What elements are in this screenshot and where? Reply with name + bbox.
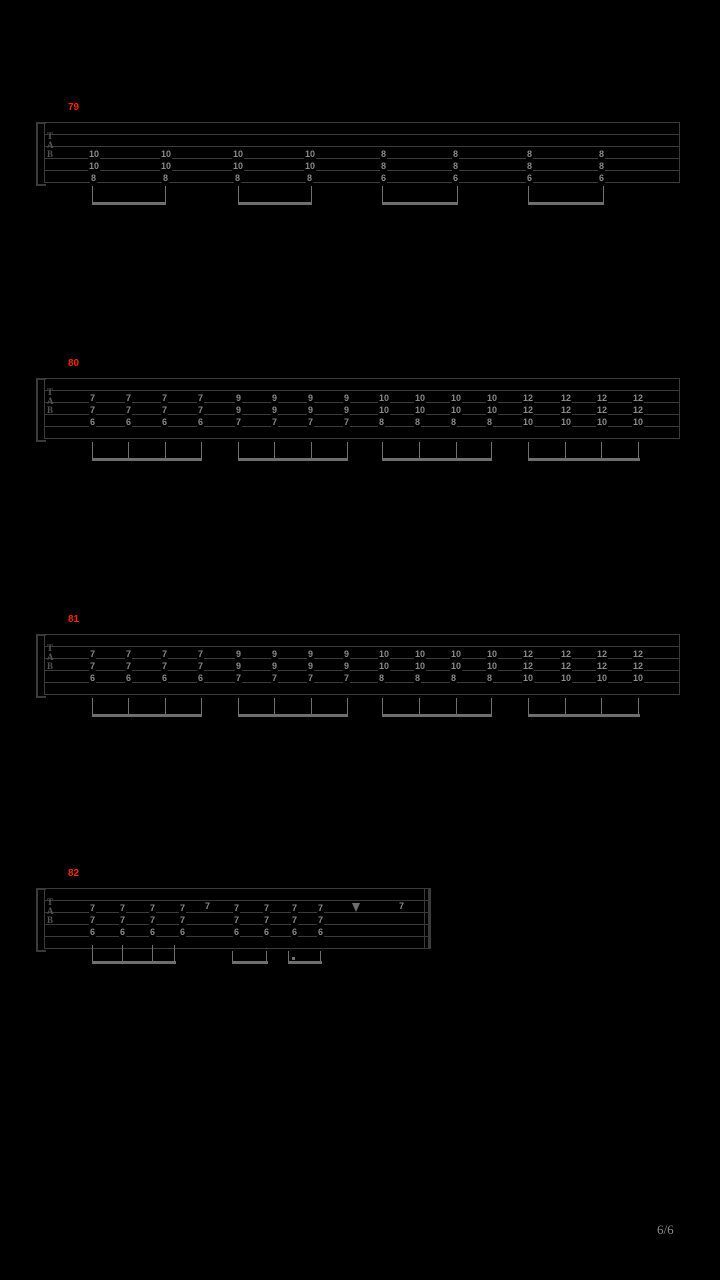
tab-note: 12: [633, 649, 644, 659]
note-stem: [92, 186, 93, 203]
tab-note: 7: [90, 393, 96, 403]
staff-line: [44, 390, 680, 391]
tab-note: 7: [318, 903, 324, 913]
tab-note: 7: [198, 405, 204, 415]
tab-note: 9: [236, 405, 242, 415]
tab-note: 8: [599, 161, 605, 171]
tab-note: 7: [272, 417, 278, 427]
tab-note: 10: [415, 649, 426, 659]
tab-letter-t: T: [47, 643, 54, 653]
page-number: 6/6: [657, 1222, 674, 1237]
staff-81: [44, 634, 680, 694]
tab-note: 7: [120, 903, 126, 913]
tab-note: 6: [90, 673, 96, 683]
note-stem: [201, 698, 202, 715]
note-stem: [238, 186, 239, 203]
beam: [92, 714, 202, 717]
note-stem: [491, 698, 492, 715]
tab-note: 10: [487, 393, 498, 403]
barline-start: [44, 122, 45, 182]
tab-note: 10: [379, 405, 390, 415]
staff-line: [44, 122, 680, 123]
barline-end: [679, 634, 680, 694]
tab-note: 10: [379, 649, 390, 659]
tab-note: 10: [561, 673, 572, 683]
tab-clef-letters: [47, 132, 54, 159]
note-stem: [165, 186, 166, 203]
tab-note: 10: [89, 161, 100, 171]
tab-note: 8: [91, 173, 97, 183]
barline-start: [44, 634, 45, 694]
beam: [238, 202, 312, 205]
tab-note: 7: [90, 405, 96, 415]
note-stem: [92, 442, 93, 459]
tab-note: 10: [233, 149, 244, 159]
note-stem: [347, 442, 348, 459]
tab-note: 6: [126, 673, 132, 683]
tab-note: 7: [90, 915, 96, 925]
tab-note: 7: [344, 417, 350, 427]
note-stem: [128, 442, 129, 459]
dotted-rhythm-dot: [292, 957, 295, 960]
tab-note: 8: [487, 673, 493, 683]
staff-line: [44, 888, 431, 889]
staff-line: [44, 134, 680, 135]
tab-note: 8: [527, 161, 533, 171]
tab-note: 8: [381, 149, 387, 159]
tab-note: 12: [597, 661, 608, 671]
tab-note: 6: [180, 927, 186, 937]
tab-note: 7: [180, 903, 186, 913]
note-stem: [382, 442, 383, 459]
note-stem: [201, 442, 202, 459]
tab-note: 10: [487, 661, 498, 671]
tab-note: 10: [233, 161, 244, 171]
tab-note: 6: [126, 417, 132, 427]
staff-line: [44, 170, 680, 171]
tab-letter-t: T: [47, 897, 54, 907]
tab-note: 7: [234, 903, 240, 913]
tab-note: 6: [198, 673, 204, 683]
tab-note: 8: [599, 149, 605, 159]
tab-note: 12: [633, 405, 644, 415]
beam: [382, 202, 458, 205]
tab-note: 7: [236, 673, 242, 683]
tab-note: 7: [308, 417, 314, 427]
tab-note: 9: [308, 661, 314, 671]
beam: [528, 458, 640, 461]
beam: [382, 458, 492, 461]
note-stem: [311, 442, 312, 459]
tab-note: 7: [162, 649, 168, 659]
tab-note: 7: [126, 393, 132, 403]
tab-note: 10: [597, 417, 608, 427]
tab-note: 6: [198, 417, 204, 427]
staff-line: [44, 682, 680, 683]
tab-note: 10: [597, 673, 608, 683]
tab-note: 7: [264, 915, 270, 925]
tab-note: 7: [198, 661, 204, 671]
tab-note: 7: [308, 673, 314, 683]
barline-end: [679, 378, 680, 438]
staff-line: [44, 658, 680, 659]
note-stem: [638, 442, 639, 459]
tab-letter-a: A: [47, 140, 54, 150]
tab-note: 12: [633, 393, 644, 403]
staff-line: [44, 158, 680, 159]
tab-note: 10: [379, 393, 390, 403]
tab-note: 10: [379, 661, 390, 671]
tab-note: 7: [90, 661, 96, 671]
tab-note: 12: [523, 649, 534, 659]
tab-note: 9: [272, 661, 278, 671]
tab-note: 12: [523, 661, 534, 671]
tab-letter-a: A: [47, 396, 54, 406]
tab-note: 8: [307, 173, 313, 183]
tab-note: 12: [523, 393, 534, 403]
beam: [238, 458, 348, 461]
note-stem: [311, 186, 312, 203]
note-stem: [165, 442, 166, 459]
tab-note: 12: [597, 405, 608, 415]
tab-note: 9: [344, 661, 350, 671]
staff-line: [44, 634, 680, 635]
beam: [382, 714, 492, 717]
staff-line: [44, 182, 680, 183]
tab-note: 10: [487, 405, 498, 415]
tab-note: 7: [120, 915, 126, 925]
tab-note: 9: [308, 393, 314, 403]
tab-letter-a: A: [47, 652, 54, 662]
note-stem: [347, 698, 348, 715]
staff-line: [44, 646, 680, 647]
beam: [528, 202, 604, 205]
beam: [528, 714, 640, 717]
tab-note: 6: [381, 173, 387, 183]
note-stem: [456, 698, 457, 715]
tab-note: 7: [150, 915, 156, 925]
tab-note: 9: [344, 405, 350, 415]
tab-note: 10: [633, 417, 644, 427]
note-stem: [457, 186, 458, 203]
note-stem: [601, 442, 602, 459]
note-stem: [122, 945, 123, 962]
tab-note: 6: [599, 173, 605, 183]
barline-end: [679, 122, 680, 182]
beam: [92, 458, 202, 461]
tab-note: 12: [597, 649, 608, 659]
note-stem: [274, 442, 275, 459]
tab-note: 10: [633, 673, 644, 683]
tab-note: 9: [272, 405, 278, 415]
note-stem: [528, 442, 529, 459]
tab-note: 6: [120, 927, 126, 937]
tab-note: 6: [90, 927, 96, 937]
tab-note: 10: [523, 673, 534, 683]
tab-note: 10: [415, 393, 426, 403]
tab-letter-b: B: [47, 149, 54, 159]
tab-note: 10: [305, 161, 316, 171]
tab-note: 7: [90, 903, 96, 913]
tab-letter-t: T: [47, 131, 54, 141]
tab-note: 6: [318, 927, 324, 937]
tab-note: 6: [292, 927, 298, 937]
note-stem: [92, 945, 93, 962]
tab-note: 6: [527, 173, 533, 183]
tab-note: 10: [487, 649, 498, 659]
staff-line: [44, 146, 680, 147]
beam: [238, 714, 348, 717]
tab-clef-letters: [47, 644, 54, 671]
note-stem: [238, 698, 239, 715]
note-stem: [419, 698, 420, 715]
tab-note: 12: [633, 661, 644, 671]
tab-note: 10: [523, 417, 534, 427]
tab-note: 8: [379, 417, 385, 427]
note-stem: [238, 442, 239, 459]
tab-note: 6: [90, 417, 96, 427]
tab-note: 12: [561, 661, 572, 671]
tab-note: 6: [234, 927, 240, 937]
final-barline-thin: [424, 888, 425, 948]
tab-note: 7: [264, 903, 270, 913]
tab-note: 7: [292, 903, 298, 913]
beam: [92, 961, 176, 964]
tab-note: 7: [90, 649, 96, 659]
tab-note: 6: [150, 927, 156, 937]
tab-note: 7: [344, 673, 350, 683]
staff-79: [44, 122, 680, 182]
tab-note: 6: [453, 173, 459, 183]
tab-note: 8: [163, 173, 169, 183]
tab-note: 7: [126, 661, 132, 671]
tab-note: 9: [272, 393, 278, 403]
tab-note: 10: [305, 149, 316, 159]
staff-line: [44, 900, 431, 901]
tab-note: 8: [415, 417, 421, 427]
staff-line: [44, 694, 680, 695]
staff-line: [44, 426, 680, 427]
staff-line: [44, 414, 680, 415]
tab-note: 8: [381, 161, 387, 171]
note-stem: [382, 186, 383, 203]
tab-note: 9: [236, 649, 242, 659]
tab-note: 12: [561, 393, 572, 403]
tab-note: 9: [308, 405, 314, 415]
tab-note: 9: [308, 649, 314, 659]
tab-letter-b: B: [47, 915, 54, 925]
note-stem: [528, 186, 529, 203]
tab-note: 12: [523, 405, 534, 415]
tab-note: 10: [451, 405, 462, 415]
note-stem: [311, 698, 312, 715]
tab-note: 10: [415, 405, 426, 415]
note-stem: [456, 442, 457, 459]
tab-note: 6: [162, 673, 168, 683]
note-stem: [565, 698, 566, 715]
note-stem: [419, 442, 420, 459]
tab-note: 7: [126, 649, 132, 659]
tab-note: 7: [318, 915, 324, 925]
measure-number-80: 80: [68, 358, 80, 369]
tab-note: 9: [344, 393, 350, 403]
tab-note: 7: [272, 673, 278, 683]
tab-note: 7: [126, 405, 132, 415]
tab-note: 8: [451, 417, 457, 427]
tab-letter-b: B: [47, 405, 54, 415]
tab-note: 7: [292, 915, 298, 925]
tab-note: 7: [205, 901, 211, 911]
staff-line: [44, 670, 680, 671]
measure-number-81: 81: [68, 614, 80, 625]
note-stem: [528, 698, 529, 715]
tab-note: 10: [451, 649, 462, 659]
tab-note: 8: [453, 161, 459, 171]
staff-line: [44, 438, 680, 439]
note-stem: [638, 698, 639, 715]
tab-note: 12: [561, 649, 572, 659]
staff-line: [44, 948, 431, 949]
tab-note: 10: [451, 661, 462, 671]
staff-line: [44, 378, 680, 379]
tab-note: 7: [162, 405, 168, 415]
tab-letter-a: A: [47, 906, 54, 916]
note-stem: [601, 698, 602, 715]
tab-note: 10: [161, 149, 172, 159]
note-stem: [491, 442, 492, 459]
tab-note: 7: [162, 661, 168, 671]
tab-letter-b: B: [47, 661, 54, 671]
tab-note: 12: [561, 405, 572, 415]
tab-note: 8: [415, 673, 421, 683]
tab-note: 7: [162, 393, 168, 403]
tab-note: 7: [399, 901, 405, 911]
tab-note: 7: [234, 915, 240, 925]
beam: [92, 202, 166, 205]
tab-note: 8: [235, 173, 241, 183]
tab-note: 9: [344, 649, 350, 659]
measure-number-82: 82: [68, 868, 80, 879]
note-stem: [382, 698, 383, 715]
note-stem: [128, 698, 129, 715]
tab-note: 8: [379, 673, 385, 683]
barline-start: [44, 378, 45, 438]
tab-note: 7: [198, 393, 204, 403]
note-stem: [274, 698, 275, 715]
tab-note: 7: [236, 417, 242, 427]
tab-note: 12: [597, 393, 608, 403]
tab-note: 9: [272, 649, 278, 659]
tab-note: 7: [198, 649, 204, 659]
final-barline-thick: [428, 888, 431, 948]
tab-note: 8: [453, 149, 459, 159]
tab-letter-t: T: [47, 387, 54, 397]
tab-clef-letters: [47, 388, 54, 415]
beam: [288, 961, 322, 964]
tab-note: 10: [161, 161, 172, 171]
rest-symbol: [352, 903, 360, 912]
measure-number-79: 79: [68, 102, 80, 113]
tab-note: 10: [89, 149, 100, 159]
tab-clef-letters: [47, 898, 54, 925]
tab-note: 6: [264, 927, 270, 937]
tab-note: 8: [487, 417, 493, 427]
tab-note: 10: [415, 661, 426, 671]
tab-note: 10: [451, 393, 462, 403]
tab-note: 8: [527, 149, 533, 159]
note-stem: [92, 698, 93, 715]
note-stem: [165, 698, 166, 715]
staff-80: [44, 378, 680, 438]
note-stem: [603, 186, 604, 203]
staff-line: [44, 402, 680, 403]
barline-start: [44, 888, 45, 948]
tab-note: 9: [236, 393, 242, 403]
note-stem: [174, 945, 175, 962]
beam: [232, 961, 268, 964]
tab-note: 7: [180, 915, 186, 925]
tab-note: 9: [236, 661, 242, 671]
tab-note: 6: [162, 417, 168, 427]
tab-note: 10: [561, 417, 572, 427]
tab-note: 8: [451, 673, 457, 683]
note-stem: [565, 442, 566, 459]
tab-note: 7: [150, 903, 156, 913]
note-stem: [152, 945, 153, 962]
